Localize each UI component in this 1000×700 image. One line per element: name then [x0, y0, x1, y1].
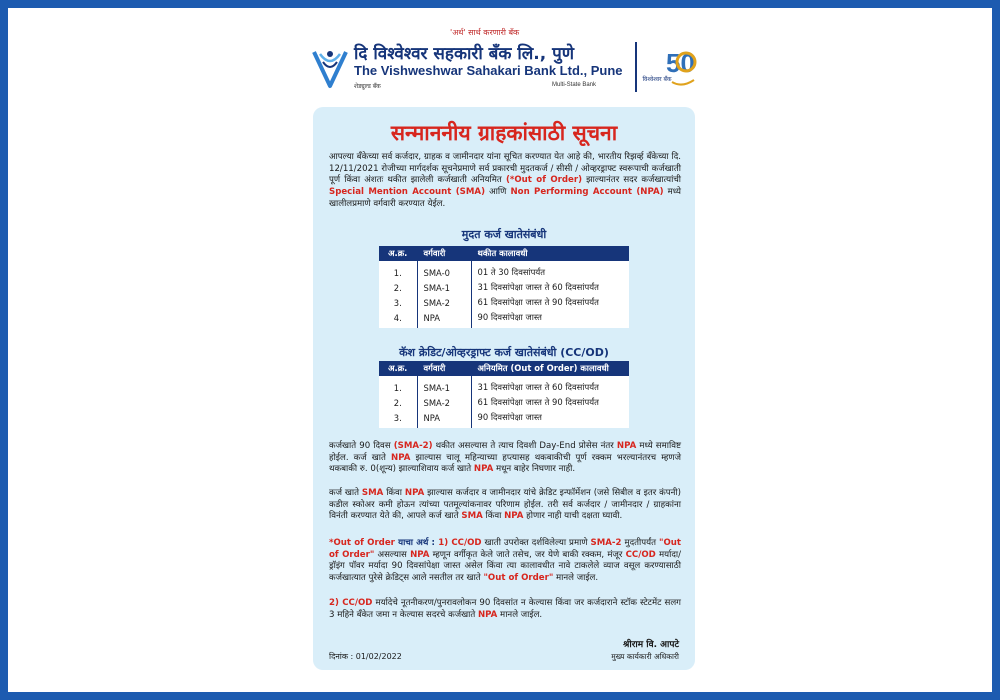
- cc-od-heading: कॅश क्रेडिट/ओव्हरड्राफ्ट कर्ज खातेसंबंधी (CC/OD): [399, 346, 609, 359]
- col-serial: अ.क्र.: [379, 361, 417, 376]
- table-row: 2. SMA-2 61 दिवसांपेक्षा जास्त ते 90 दिवसांपर्यंत: [379, 395, 629, 410]
- col-category: वर्गवारी: [417, 361, 471, 376]
- header-divider: [635, 42, 637, 92]
- col-serial: अ.क्र.: [379, 246, 417, 261]
- bank-name-marathi: दि विश्वेश्वर सहकारी बँक लि., पुणे: [354, 44, 575, 64]
- table-row: 1. SMA-1 31 दिवसांपेक्षा जास्त ते 60 दिवसांपर्यंत: [379, 376, 629, 395]
- table-header-row: [379, 361, 629, 376]
- scheduled-bank-label: शेड्युल्ड बँक: [354, 83, 381, 90]
- credit-score-paragraph: कर्ज खाते SMA किंवा NPA झाल्यास कर्जदार व जामीनदार यांचे क्रेडिट इन्फॉर्मेशन (जसे सिबील व इतर कंपनी) कडील स्कोअर कमी होऊन त्यांच्या पतमूल्यांकनावर परिणाम होईल. तरी सर्व कर्जदार / जामीनदार / ग्राहकांना विनंती करण्यात येते की, आपले कर्ज खाते SMA किंवा NPA होणार नाही याची दक्षता घ्यावी.: [329, 488, 681, 522]
- table-row: 3. SMA-2 61 दिवसांपेक्षा जास्त ते 90 दिवसांपर्यंत: [379, 295, 629, 310]
- signatory-name: श्रीराम वि. आपटे: [623, 640, 679, 650]
- jubilee-caption: विश्वेश्वर बँक: [642, 76, 672, 83]
- bank-name-english: The Vishweshwar Sahakari Bank Ltd., Pune: [354, 63, 623, 78]
- term-loan-table: [379, 246, 629, 328]
- renewal-paragraph: 2) CC/OD मर्यादेचे नूतनीकरण/पुनरावलोकन 90 दिवसांत न केल्यास किंवा जर कर्जदाराने स्टॉक स्टेटमेंट सलग 3 महिने बँकेत जमा न केल्यास सदरचे कर्जखाते NPA मानले जाईल.: [329, 598, 681, 620]
- term-loan-heading: मुदत कर्ज खातेसंबंधी: [461, 228, 547, 241]
- intro-paragraph: आपल्या बँकेच्या सर्व कर्जदार, ग्राहक व जामीनदार यांना सूचित करण्यात येत आहे की, भारतीय रिझर्व्ह बँकेच्या दि. 12/11/2021 रोजीच्या मार्गदर्शक सूचनेप्रमाणे सर्व प्रकारची मुदतकर्ज / सीसी / ओव्हरड्राफ्ट स्वरूपाची कर्जखाती पूर्ण किंवा अंशतः थकीत झालेली कर्जखाती अनियमित (*Out of Order) झाल्यानंतर सदर कर्जखात्यांची Special Mention Account (SMA) आणि Non Performing Account (NPA) मध्ये खालीलप्रमाणे वर्गवारी करण्यात येईल.: [329, 152, 682, 209]
- notice-card: [313, 107, 695, 670]
- signatory-title: मुख्य कार्यकारी अधिकारी: [611, 652, 679, 661]
- table-row: 4. NPA 90 दिवसांपेक्षा जास्त: [379, 310, 629, 328]
- bank-logo-icon: [312, 46, 348, 90]
- col-overdue-period: थकीत कालावधी: [471, 246, 629, 261]
- table-header-row: [379, 246, 629, 261]
- notice-title: सन्माननीय ग्राहकांसाठी सूचना: [390, 121, 618, 145]
- out-of-order-paragraph: *Out of Order याचा अर्थ : 1) CC/OD खाती उपरोक्त दर्शविलेल्या प्रमाणे SMA-2 मुदतीपर्यंत "Out of Order" असल्यास NPA म्हणून वर्गीकृत केले जाते तसेच, जर येणे बाकी रक्कम, मंजूर CC/OD मर्यादा/ड्रॉइंग पॉवर मर्यादा 90 दिवसांपेक्षा जास्त असेल किंवा त्या कालावधीत नावे टाकलेले व्याज वसूल करण्यासाठी कर्जखात्यात पुरेसे क्रेडिट्स आले नसतील तर खाते "Out of Order" मानले जाईल.: [329, 538, 682, 584]
- col-irregular-period: अनियमित (Out of Order) कालावधी: [471, 361, 629, 376]
- cc-od-table: [379, 361, 629, 428]
- table-row: 3. NPA 90 दिवसांपेक्षा जास्त: [379, 410, 629, 428]
- table-row: 1. SMA-0 01 ते 30 दिवसांपर्यंत: [379, 261, 629, 280]
- multi-state-label: Multi-State Bank: [552, 82, 597, 88]
- bank-tagline: 'अर्थ' सार्थ करणारी बँक: [450, 28, 520, 37]
- col-category: वर्गवारी: [417, 246, 471, 261]
- jubilee-number: 50: [666, 48, 695, 78]
- bank-header: [308, 26, 708, 98]
- table-row: 2. SMA-1 31 दिवसांपेक्षा जास्त ते 60 दिवसांपर्यंत: [379, 280, 629, 295]
- npa-paragraph: कर्जखाते 90 दिवस (SMA-2) थकीत असल्यास ते त्याच दिवशी Day-End प्रोसेस नंतर NPA मध्ये समाविष्ट होईल. कर्ज खाते NPA झाल्यास चालू महिन्याच्या हप्त्यासह थकबाकीची पूर्ण रक्कम भरल्यानंतरच म्हणजे थकबाकी रु. 0(शून्य) झाल्याशिवाय कर्ज खाते NPA मधून बाहेर निघणार नाही.: [329, 441, 681, 475]
- notice-date: दिनांक : 01/02/2022: [329, 652, 402, 661]
- jubilee-50-logo-icon: [642, 42, 698, 94]
